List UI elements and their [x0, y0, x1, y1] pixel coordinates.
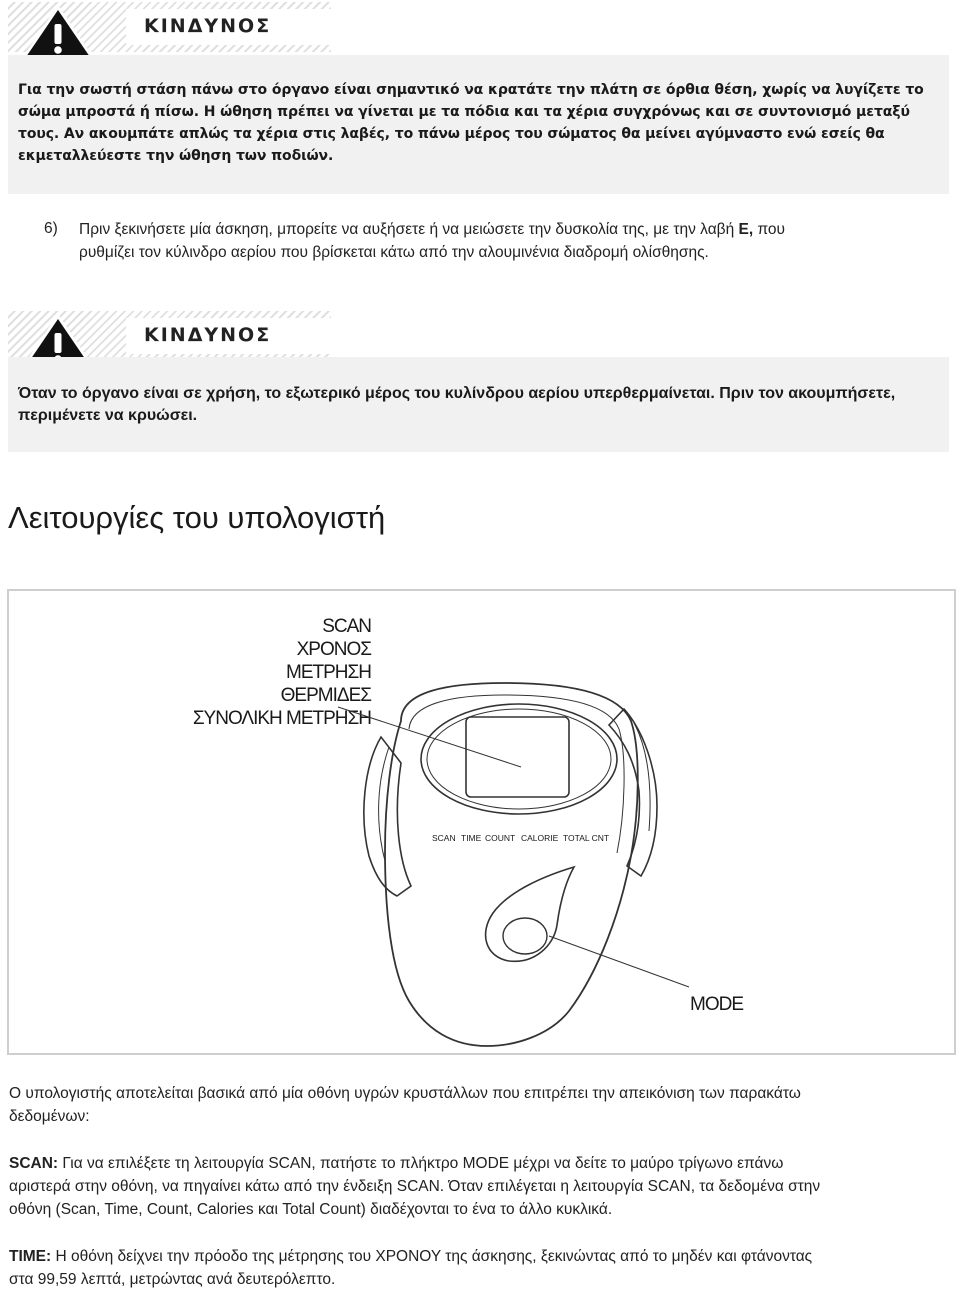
text-line: αριστερά στην οθόνη, να πηγαίνει κάτω από την ένδειξη SCAN. Όταν επιλέγεται η λειτουργία SCAN, τα δεδομένα στην: [9, 1178, 821, 1195]
callout-time: ΧΡΟΝΟΣ: [296, 639, 371, 660]
warning-text: [18, 383, 895, 427]
callout-scan: SCAN: [322, 616, 371, 637]
display-label-time: TIME: [461, 833, 482, 843]
step-text: [79, 218, 949, 264]
text-line: τους. Αν ακουμπάτε απλώς τα χέρια στις λαβές, το πάνω μέρος του σώματος θα μείνει αγύμναστο ενώ εσείς θα: [18, 126, 885, 142]
text-line: ρυθμίζει τον κύλινδρο αερίου που βρίσκεται κάτω από την αλουμινένια διαδρομή ολίσθησης.: [79, 244, 709, 261]
warning-box-1: [8, 55, 949, 194]
text-line: στα 99,59 λεπτά, μετρώντας ανά δευτερόλεπτο.: [9, 1271, 336, 1288]
time-paragraph: [9, 1245, 949, 1291]
term-label: TIME:: [9, 1248, 52, 1265]
mode-button[interactable]: [503, 918, 547, 954]
text-line: Ο υπολογιστής αποτελείται βασικά από μία οθόνη υγρών κρυστάλλων που επιτρέπει την απεικόνιση των παρακάτω: [9, 1085, 801, 1102]
callout-count: ΜΕΤΡΗΣΗ: [286, 662, 371, 683]
warning-box-2: [8, 357, 949, 452]
callout-calories: ΘΕΡΜΙΔΕΣ: [280, 685, 371, 706]
text-line: οθόνη (Scan, Time, Count, Calories και Total Count) διαδέχονται το ένα το άλλο κυκλικά.: [9, 1201, 613, 1218]
warning-header-1: [8, 2, 331, 52]
warning-title: ΚΙΝΔΥΝΟΣ: [144, 15, 272, 37]
console-illustration: [9, 591, 954, 1053]
step-number: 6): [44, 220, 58, 237]
callout-total: ΣΥΝΟΛΙΚΗ ΜΕΤΡΗΣΗ: [192, 708, 371, 729]
text-line: περιμένετε να κρυώσει.: [18, 407, 198, 424]
lcd-screen: [466, 717, 569, 797]
display-label-scan: SCAN: [432, 833, 456, 843]
text-line: SCAN: Για να επιλέξετε τη λειτουργία SCAN, πατήστε το πλήκτρο MODE μέχρι να δείτε το μαύρο τρίγωνο επάνω: [9, 1155, 784, 1172]
handle-label: E,: [738, 221, 754, 238]
computer-diagram: [7, 589, 956, 1055]
scan-paragraph: [9, 1152, 949, 1221]
term-label: SCAN:: [9, 1155, 59, 1172]
mode-button-housing: [486, 867, 574, 961]
text-line: TIME: Η οθόνη δείχνει την πρόοδο της μέτρησης του ΧΡΟΝΟΥ της άσκησης, ξεκινώντας από το μηδέν και φτάνοντας: [9, 1248, 813, 1265]
text-line: δεδομένων:: [9, 1108, 90, 1125]
display-label-calorie: CALORIE: [521, 833, 559, 843]
warning-text: [18, 79, 924, 167]
console-body: [385, 683, 638, 1046]
leader-line: [549, 936, 689, 987]
display-label-count: COUNT: [485, 833, 516, 843]
text-line: εκμεταλλεύεστε την ώθηση των ποδιών.: [18, 148, 334, 164]
callout-mode: MODE: [690, 994, 743, 1015]
text-line: Για την σωστή στάση πάνω στο όργανο είναι σημαντικό να κρατάτε την πλάτη σε όρθια θέση, χωρίς να λυγίζετε το: [18, 82, 924, 98]
intro-paragraph: [9, 1082, 949, 1128]
text-line: Πριν ξεκινήσετε μία άσκηση, μπορείτε να αυξήσετε ή να μειώσετε την δυσκολία της, με την λαβή E, που: [79, 221, 786, 238]
text-line: σώμα μπροστά ή πίσω. Η ώθηση πρέπει να γίνεται με τα πόδια και τα χέρια συγχρόνως και σε συντονισμό μεταξύ: [18, 104, 910, 120]
section-title: Λειτουργίες του υπολογιστή: [8, 500, 386, 535]
display-label-total: TOTAL CNT: [563, 833, 610, 843]
text-line: Όταν το όργανο είναι σε χρήση, το εξωτερικό μέρος του κυλίνδρου αερίου υπερθερμαίνεται. Πριν τον ακουμπήσετε,: [18, 385, 896, 402]
warning-header-2: [8, 311, 331, 361]
left-handle: [364, 737, 411, 896]
warning-title: ΚΙΝΔΥΝΟΣ: [144, 324, 272, 346]
